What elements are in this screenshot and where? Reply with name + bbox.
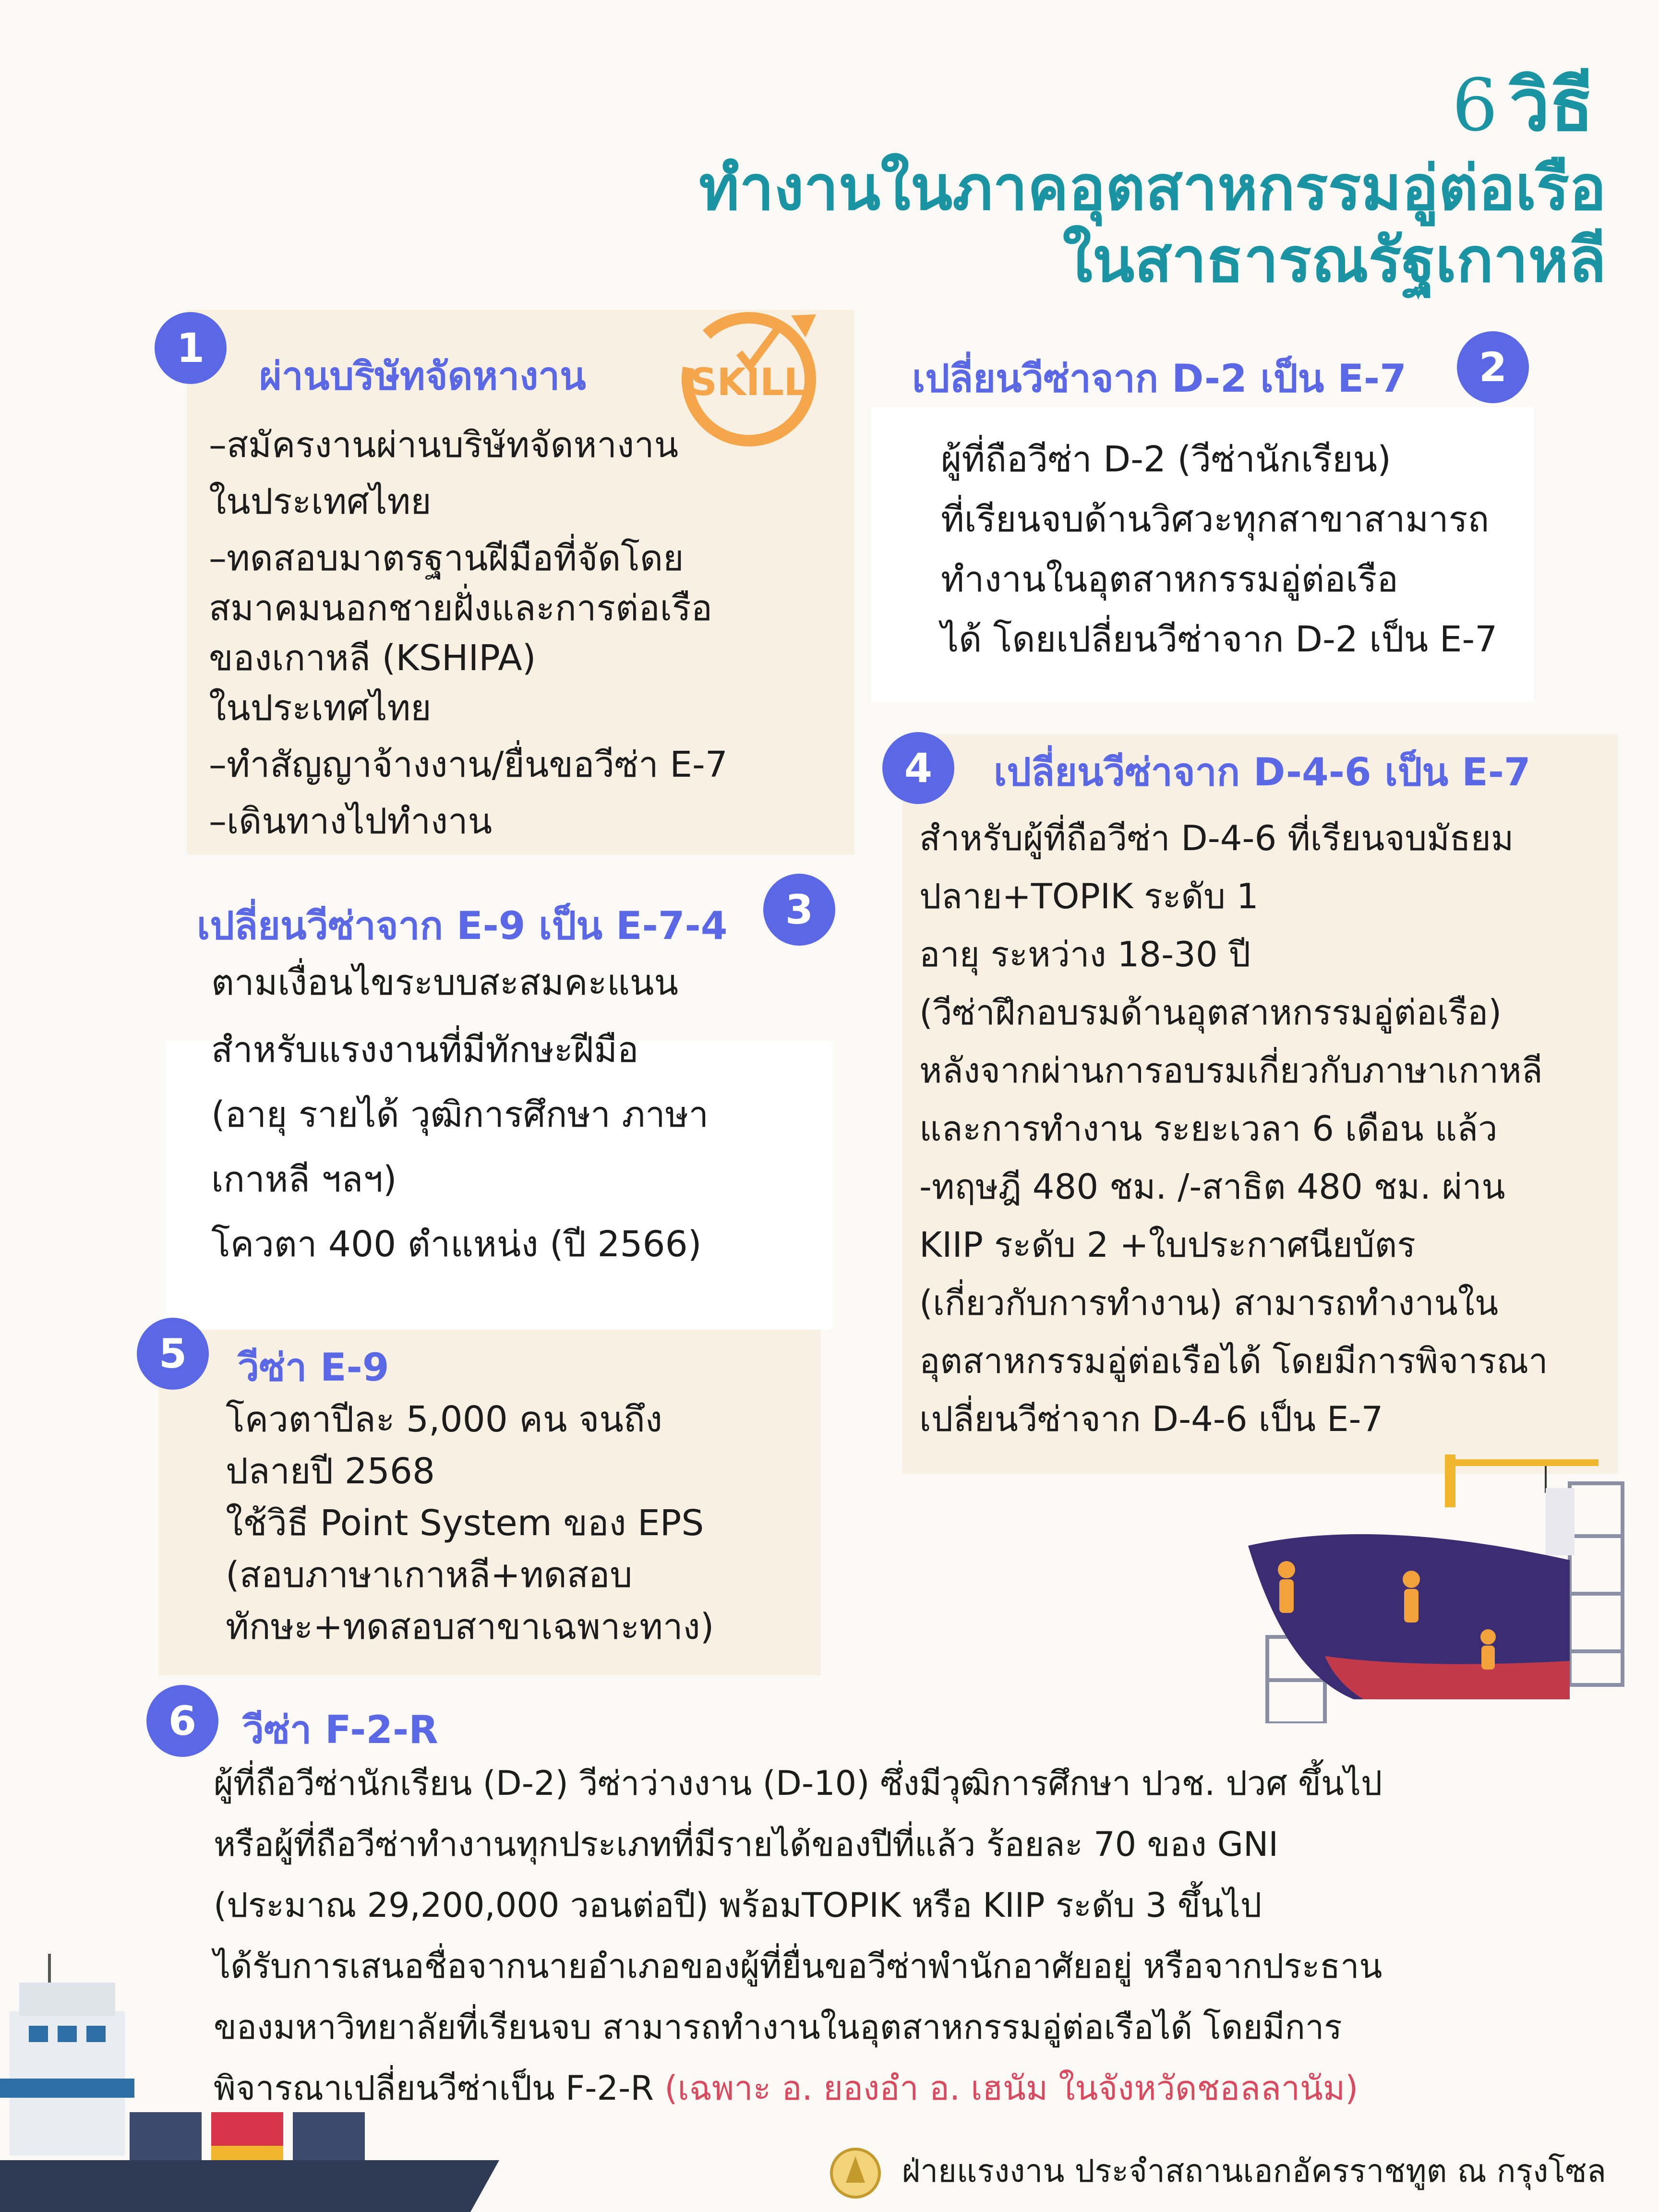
embassy-emblem-icon (829, 2147, 882, 2200)
section-4-body (919, 818, 1548, 1460)
section-5-line: ทักษะ+ทดสอบสาขาเฉพาะทาง) (226, 1606, 714, 1647)
section-4-line: KIIP ระดับ 2 +ใบประกาศนียบัตร (919, 1225, 1416, 1265)
page-title-line2: ในสาธารณรัฐเกาหลี (1062, 225, 1606, 296)
container-ship-illustration (0, 1954, 499, 2212)
section-1-line: ของเกาหลี (KSHIPA) (209, 637, 536, 679)
section-4-line: อายุ ระหว่าง 18-30 ปี (919, 934, 1251, 974)
section-2-line: ทำงานในอุตสาหกรรมอู่ต่อเรือ (941, 559, 1398, 600)
section-3-line: สำหรับแรงงานที่มีทักษะฝีมือ (211, 1029, 639, 1070)
section-1-line: –เดินทางไปทำงาน (209, 801, 493, 842)
section-2-line: ที่เรียนจบด้านวิศวะทุกสาขาสามารถ (941, 499, 1490, 540)
section-4-number: 4 (882, 732, 954, 804)
section-6-line: ของมหาวิทยาลัยที่เรียนจบ สามารถทำงานในอุตสาหกรรมอู่ต่อเรือได้ โดยมีการ (214, 2008, 1342, 2047)
section-6-number: 6 (146, 1685, 218, 1757)
section-1-line: สมาคมนอกชายฝั่งและการต่อเรือ (209, 588, 713, 629)
section-4-heading: เปลี่ยนวีซ่าจาก D-4-6 เป็น E-7 (994, 750, 1531, 794)
section-6-note: (เฉพาะ อ. ยองอำ อ. เฮนัม ในจังหวัดชอลลานัม) (664, 2068, 1358, 2108)
section-4-line: และการทำงาน ระยะเวลา 6 เดือน แล้ว (919, 1108, 1498, 1149)
section-6-line: ได้รับการเสนอชื่อจากนายอำเภอของผู้ที่ยื่นขอวีซ่าพำนักอาศัยอยู่ หรือจากประธาน (214, 1947, 1382, 1986)
section-1-line: –ทดสอบมาตรฐานฝีมือที่จัดโดย (209, 538, 684, 579)
section-1-number: 1 (155, 312, 227, 384)
page-title-line1: ทำงานในภาคอุตสาหกรรมอู่ต่อเรือ (699, 153, 1606, 224)
section-6-line: (ประมาณ 29,200,000 วอนต่อปี) พร้อมTOPIK หรือ KIIP ระดับ 3 ขึ้นไป (214, 1886, 1262, 1925)
section-3-line: (อายุ รายได้ วุฒิการศึกษา ภาษา (211, 1094, 709, 1135)
section-4-line: ปลาย+TOPIK ระดับ 1 (919, 876, 1259, 916)
section-3-line: โควตา 400 ตำแหน่ง (ปี 2566) (211, 1224, 702, 1265)
containers-icon (130, 2112, 365, 2165)
section-6-heading: วีซ่า F-2-R (242, 1707, 438, 1752)
section-5-heading: วีซ่า E-9 (238, 1345, 389, 1390)
section-2-line: ผู้ที่ถือวีซ่า D-2 (วีซ่านักเรียน) (941, 439, 1391, 480)
section-1-line: –ทำสัญญาจ้างงาน/ยื่นขอวีซ่า E-7 (209, 744, 728, 785)
section-5-line: ใช้วิธี Point System ของ EPS (226, 1503, 704, 1544)
section-5-line: โควตาปีละ 5,000 คน จนถึง (226, 1399, 662, 1440)
section-1-heading: ผ่านบริษัทจัดหางาน (259, 354, 586, 398)
section-1-body (209, 424, 728, 854)
footer (829, 2146, 1606, 2200)
section-6-line: หรือผู้ที่ถือวีซ่าทำงานทุกประเภทที่มีรายได้ของปีที่แล้ว ร้อยละ 70 ของ GNI (214, 1825, 1279, 1864)
section-5-line: (สอบภาษาเกาหลี+ทดสอบ (226, 1554, 633, 1596)
section-4-line: อุตสาหกรรมอู่ต่อเรือได้ โดยมีการพิจารณา (919, 1341, 1548, 1381)
section-3-number: 3 (763, 874, 835, 946)
section-5-line: ปลายปี 2568 (226, 1451, 435, 1492)
title-word: วิธี (1509, 64, 1594, 147)
title-number: 6 (1452, 64, 1498, 147)
section-4-line: (วีซ่าฝึกอบรมด้านอุตสาหกรรมอู่ต่อเรือ) (919, 992, 1502, 1033)
section-1-line: –สมัครงานผ่านบริษัทจัดหางาน (209, 424, 679, 466)
section-2-line: ได้ โดยเปลี่ยนวีซ่าจาก D-2 เป็น E-7 (941, 619, 1498, 660)
section-4-line: หลังจากผ่านการอบรมเกี่ยวกับภาษาเกาหลี (919, 1050, 1543, 1091)
section-3-line: ตามเงื่อนไขระบบสะสมคะแนน (211, 962, 679, 1003)
footer-text: ฝ่ายแรงงาน ประจำสถานเอกอัครราชทูต ณ กรุงโซล (902, 2152, 1606, 2189)
ship-hull-icon (0, 2160, 499, 2212)
section-4-line: สำหรับผู้ที่ถือวีซ่า D-4-6 ที่เรียนจบมัธยม (919, 818, 1514, 858)
section-2-body (941, 439, 1498, 682)
section-3-body (211, 962, 709, 1291)
skill-badge-text: SKILL (690, 361, 808, 404)
section-5-body (226, 1399, 714, 1661)
section-6-line: พิจารณาเปลี่ยนวีซ่าเป็น F-2-R (214, 2068, 665, 2108)
section-4-line: (เกี่ยวกับการทำงาน) สามารถทำงานใน (919, 1283, 1499, 1323)
section-4-line: -ทฤษฎี 480 ชม. /-สาธิต 480 ชม. ผ่าน (919, 1166, 1505, 1207)
section-1-line: ในประเทศไทย (209, 481, 432, 522)
section-6-line: ผู้ที่ถือวีซ่านักเรียน (D-2) วีซ่าว่างงาน (D-10) ซึ่งมีวุฒิการศึกษา ปวช. ปวศ ขึ้นไป (214, 1764, 1382, 1803)
shipyard-illustration (1238, 1450, 1659, 1723)
section-3-heading: เปลี่ยนวีซ่าจาก E-9 เป็น E-7-4 (197, 903, 728, 948)
section-5-number: 5 (137, 1318, 209, 1390)
section-2-number: 2 (1457, 331, 1529, 403)
crane-icon (1445, 1455, 1599, 1507)
section-3-line: เกาหลี ฯลฯ) (211, 1159, 397, 1200)
section-4-line: เปลี่ยนวีซ่าจาก D-4-6 เป็น E-7 (919, 1399, 1383, 1439)
section-2-heading: เปลี่ยนวีซ่าจาก D-2 เป็น E-7 (912, 356, 1407, 401)
section-1-line: ในประเทศไทย (209, 687, 432, 729)
